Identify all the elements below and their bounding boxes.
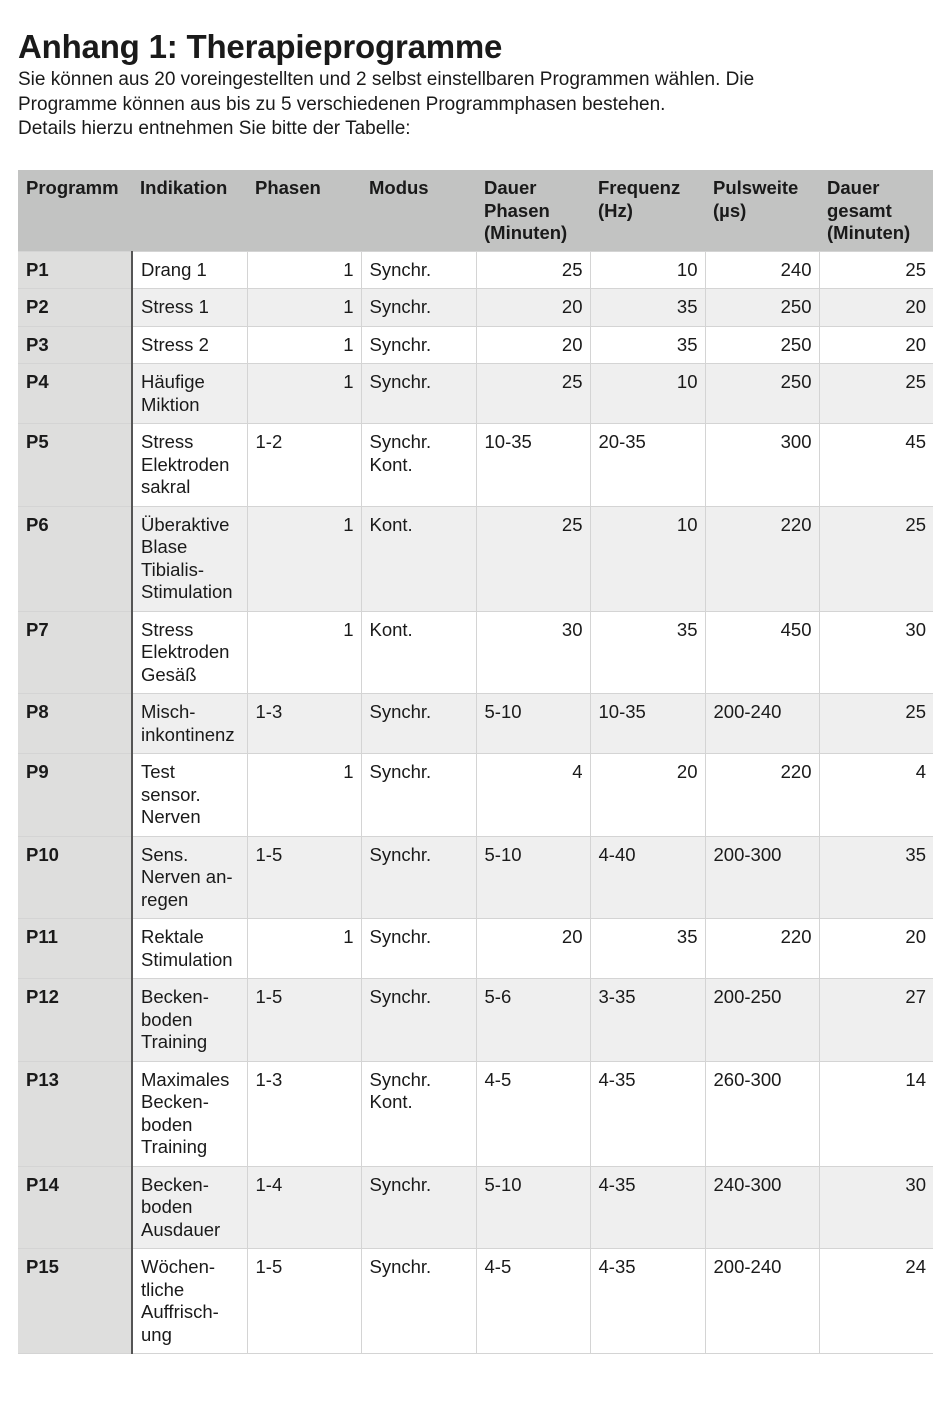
cell-indication-line: Wöchen- — [141, 1256, 216, 1277]
cell-indication-line: Nerven — [141, 806, 201, 827]
cell-program: P1 — [18, 251, 132, 289]
cell-mode-line: Synchr. — [369, 296, 432, 317]
cell-pulse-width: 240 — [705, 251, 819, 289]
cell-indication-line: tliche — [141, 1278, 185, 1300]
cell-program: P6 — [18, 506, 132, 611]
cell-duration-total: 25 — [819, 506, 933, 611]
cell-indication — [132, 364, 247, 424]
cell-indication — [132, 506, 247, 611]
cell-mode-line: Synchr. — [369, 333, 432, 355]
header-label-line: (µs) — [713, 199, 747, 221]
cell-indication-line: Überaktive — [141, 513, 230, 535]
table-row — [18, 1166, 933, 1249]
cell-indication — [132, 326, 247, 364]
header-indikation — [132, 170, 247, 251]
table-row — [18, 289, 933, 327]
cell-program: P11 — [18, 919, 132, 979]
cell-duration-total: 20 — [819, 326, 933, 364]
cell-indication-line: sakral — [141, 476, 191, 497]
cell-mode-line: Synchr. — [369, 986, 432, 1007]
cell-mode — [361, 1061, 476, 1166]
cell-program: P14 — [18, 1166, 132, 1249]
cell-indication-line: Tibialis- — [141, 558, 205, 580]
cell-program: P4 — [18, 364, 132, 424]
cell-indication-line: Sens. — [141, 843, 189, 865]
cell-indication-line: Blase — [141, 536, 188, 557]
cell-frequency: 35 — [590, 611, 705, 694]
cell-indication-line: ung — [141, 1323, 172, 1345]
cell-indication — [132, 919, 247, 979]
table-row — [18, 1249, 933, 1354]
cell-indication-line: Elektroden — [141, 641, 230, 662]
cell-indication-line: Stimulation — [141, 581, 233, 602]
cell-mode-line: Kont. — [369, 618, 413, 640]
cell-pulse-width: 200-240 — [705, 1249, 819, 1354]
table-row — [18, 919, 933, 979]
cell-indication-line: Misch- — [141, 701, 196, 722]
cell-phases: 1-5 — [247, 1249, 361, 1354]
cell-frequency: 10 — [590, 506, 705, 611]
cell-mode — [361, 289, 476, 327]
header-label-line: Dauer — [827, 177, 880, 198]
cell-duration-phases: 30 — [476, 611, 590, 694]
cell-indication-line: Miktion — [141, 393, 200, 415]
cell-phases: 1 — [247, 289, 361, 327]
cell-frequency: 4-40 — [590, 836, 705, 919]
table-row — [18, 424, 933, 507]
cell-mode — [361, 506, 476, 611]
header-label-line: Pulsweite — [713, 177, 799, 198]
cell-indication — [132, 754, 247, 837]
table-row — [18, 836, 933, 919]
cell-duration-phases: 4-5 — [476, 1249, 590, 1354]
cell-indication-line: boden — [141, 1008, 193, 1030]
cell-pulse-width: 260-300 — [705, 1061, 819, 1166]
cell-mode — [361, 754, 476, 837]
cell-frequency: 10-35 — [590, 694, 705, 754]
header-label-line: Phasen — [255, 177, 321, 198]
cell-duration-phases: 20 — [476, 326, 590, 364]
cell-indication-line: Maximales — [141, 1068, 230, 1090]
table-row — [18, 694, 933, 754]
table-body — [18, 251, 933, 1354]
header-phasen — [247, 170, 361, 251]
cell-mode-line: Synchr. — [369, 431, 432, 452]
cell-indication-line: Training — [141, 1136, 208, 1157]
header-label-line: (Hz) — [598, 199, 633, 221]
cell-program: P7 — [18, 611, 132, 694]
cell-duration-total: 4 — [819, 754, 933, 837]
cell-duration-total: 14 — [819, 1061, 933, 1166]
cell-duration-phases: 4-5 — [476, 1061, 590, 1166]
cell-indication-line: sensor. — [141, 783, 201, 805]
cell-mode-line: Kont. — [369, 453, 413, 475]
cell-mode-line: Kont. — [369, 513, 413, 535]
header-frequenz — [590, 170, 705, 251]
cell-frequency: 35 — [590, 326, 705, 364]
cell-duration-phases: 20 — [476, 289, 590, 327]
table-row — [18, 251, 933, 289]
table-row — [18, 979, 933, 1062]
page-title: Anhang 1: Therapieprogramme — [18, 28, 503, 65]
cell-indication-line: Gesäß — [141, 663, 197, 685]
cell-indication-line: Stress — [141, 431, 194, 452]
cell-duration-phases: 25 — [476, 364, 590, 424]
header-label-line: (Minuten) — [484, 222, 568, 243]
table-row — [18, 1061, 933, 1166]
table-row — [18, 326, 933, 364]
table-row — [18, 754, 933, 837]
header-dauer-gesamt — [819, 170, 933, 251]
cell-indication — [132, 694, 247, 754]
table-row — [18, 364, 933, 424]
cell-mode-line: Synchr. — [369, 761, 432, 782]
cell-indication — [132, 611, 247, 694]
cell-program: P8 — [18, 694, 132, 754]
cell-indication-line: Häufige — [141, 371, 205, 392]
cell-pulse-width: 250 — [705, 326, 819, 364]
cell-duration-total: 27 — [819, 979, 933, 1062]
cell-duration-total: 20 — [819, 919, 933, 979]
cell-indication — [132, 1166, 247, 1249]
cell-pulse-width: 200-240 — [705, 694, 819, 754]
cell-mode — [361, 611, 476, 694]
cell-duration-phases: 5-10 — [476, 694, 590, 754]
cell-program: P10 — [18, 836, 132, 919]
cell-pulse-width: 300 — [705, 424, 819, 507]
cell-duration-total: 45 — [819, 424, 933, 507]
cell-indication-line: Becken- — [141, 986, 209, 1007]
cell-pulse-width: 220 — [705, 754, 819, 837]
cell-indication-line: Stress 2 — [141, 333, 209, 355]
intro-line: Details hierzu entnehmen Sie bitte der Tabelle: — [18, 118, 411, 139]
cell-indication-line: Stimulation — [141, 948, 233, 970]
cell-phases: 1 — [247, 251, 361, 289]
cell-indication-line: inkontinenz — [141, 723, 235, 745]
cell-indication-line: Becken- — [141, 1173, 209, 1195]
cell-mode — [361, 424, 476, 507]
cell-indication-line: regen — [141, 888, 189, 910]
cell-indication-line: boden — [141, 1113, 193, 1135]
cell-duration-phases: 10-35 — [476, 424, 590, 507]
cell-program: P13 — [18, 1061, 132, 1166]
cell-duration-phases: 25 — [476, 251, 590, 289]
cell-frequency: 10 — [590, 251, 705, 289]
cell-program: P12 — [18, 979, 132, 1062]
cell-pulse-width: 250 — [705, 364, 819, 424]
cell-duration-total: 25 — [819, 251, 933, 289]
header-label-line: Programm — [26, 177, 119, 198]
cell-pulse-width: 220 — [705, 506, 819, 611]
cell-mode — [361, 251, 476, 289]
cell-pulse-width: 250 — [705, 289, 819, 327]
header-modus — [361, 170, 476, 251]
cell-mode — [361, 1166, 476, 1249]
cell-frequency: 4-35 — [590, 1249, 705, 1354]
cell-phases: 1-2 — [247, 424, 361, 507]
cell-duration-total: 30 — [819, 611, 933, 694]
cell-indication-line: Stress 1 — [141, 296, 209, 317]
cell-mode-line: Synchr. — [369, 1256, 432, 1277]
cell-phases: 1-5 — [247, 836, 361, 919]
cell-duration-total: 25 — [819, 694, 933, 754]
cell-indication-line: Rektale — [141, 926, 204, 947]
cell-duration-total: 25 — [819, 364, 933, 424]
cell-phases: 1 — [247, 611, 361, 694]
cell-frequency: 3-35 — [590, 979, 705, 1062]
intro-line: Programme können aus bis zu 5 verschiedenen Programmphasen bestehen. — [18, 93, 666, 115]
table-row — [18, 611, 933, 694]
cell-indication-line: Auffrisch- — [141, 1301, 219, 1322]
cell-mode-line: Synchr. — [369, 701, 432, 722]
cell-duration-total: 35 — [819, 836, 933, 919]
cell-mode — [361, 694, 476, 754]
cell-frequency: 20-35 — [590, 424, 705, 507]
cell-indication — [132, 424, 247, 507]
cell-phases: 1-5 — [247, 979, 361, 1062]
cell-pulse-width: 200-250 — [705, 979, 819, 1062]
cell-program: P5 — [18, 424, 132, 507]
cell-mode-line: Synchr. — [369, 926, 432, 947]
header-programm — [18, 170, 132, 251]
header-label-line: Frequenz — [598, 177, 681, 198]
cell-duration-phases: 20 — [476, 919, 590, 979]
cell-program: P15 — [18, 1249, 132, 1354]
cell-indication — [132, 1061, 247, 1166]
header-label-line: Modus — [369, 177, 429, 198]
cell-indication-line: Test — [141, 761, 175, 782]
cell-mode-line: Synchr. — [369, 1173, 432, 1195]
cell-indication — [132, 979, 247, 1062]
cell-indication-line: Stress — [141, 618, 194, 640]
cell-frequency: 10 — [590, 364, 705, 424]
cell-duration-phases: 5-10 — [476, 1166, 590, 1249]
cell-duration-phases: 5-6 — [476, 979, 590, 1062]
cell-indication — [132, 251, 247, 289]
cell-phases: 1 — [247, 364, 361, 424]
cell-phases: 1-3 — [247, 1061, 361, 1166]
cell-phases: 1 — [247, 754, 361, 837]
cell-indication-line: Drang 1 — [141, 258, 207, 280]
cell-frequency: 4-35 — [590, 1166, 705, 1249]
table-header-row — [18, 170, 933, 251]
cell-indication-line: Becken- — [141, 1091, 209, 1112]
cell-frequency: 35 — [590, 289, 705, 327]
intro-paragraph — [18, 68, 754, 142]
cell-program: P2 — [18, 289, 132, 327]
header-label-line: gesamt — [827, 199, 892, 221]
intro-line: Sie können aus 20 voreingestellten und 2 selbst einstellbaren Programmen wählen. Die — [18, 69, 755, 90]
cell-mode — [361, 979, 476, 1062]
cell-duration-phases: 5-10 — [476, 836, 590, 919]
therapy-programs-table — [18, 170, 933, 1354]
cell-mode-line: Kont. — [369, 1091, 413, 1112]
cell-indication-line: Ausdauer — [141, 1218, 221, 1240]
cell-mode — [361, 364, 476, 424]
cell-indication-line: Training — [141, 1031, 208, 1052]
cell-indication-line: boden — [141, 1196, 193, 1217]
cell-mode-line: Synchr. — [369, 843, 432, 865]
cell-indication — [132, 836, 247, 919]
cell-mode-line: Synchr. — [369, 258, 432, 280]
cell-mode — [361, 836, 476, 919]
cell-indication-line: Elektroden — [141, 453, 230, 475]
cell-phases: 1 — [247, 919, 361, 979]
cell-phases: 1 — [247, 506, 361, 611]
cell-duration-phases: 25 — [476, 506, 590, 611]
cell-duration-total: 20 — [819, 289, 933, 327]
cell-program: P3 — [18, 326, 132, 364]
cell-mode — [361, 326, 476, 364]
cell-duration-total: 24 — [819, 1249, 933, 1354]
cell-mode-line: Synchr. — [369, 371, 432, 392]
header-pulsweite — [705, 170, 819, 251]
header-label-line: (Minuten) — [827, 222, 911, 243]
cell-frequency: 35 — [590, 919, 705, 979]
cell-program: P9 — [18, 754, 132, 837]
cell-phases: 1-4 — [247, 1166, 361, 1249]
cell-frequency: 20 — [590, 754, 705, 837]
cell-indication-line: Nerven an- — [141, 866, 233, 887]
cell-pulse-width: 240-300 — [705, 1166, 819, 1249]
cell-duration-phases: 4 — [476, 754, 590, 837]
header-label-line: Phasen — [484, 199, 550, 221]
cell-frequency: 4-35 — [590, 1061, 705, 1166]
cell-phases: 1-3 — [247, 694, 361, 754]
cell-phases: 1 — [247, 326, 361, 364]
cell-duration-total: 30 — [819, 1166, 933, 1249]
header-label-line: Indikation — [140, 177, 228, 198]
header-label-line: Dauer — [484, 177, 537, 198]
cell-mode — [361, 919, 476, 979]
cell-pulse-width: 220 — [705, 919, 819, 979]
cell-pulse-width: 450 — [705, 611, 819, 694]
header-dauer-phasen — [476, 170, 590, 251]
cell-indication — [132, 1249, 247, 1354]
table-row — [18, 506, 933, 611]
cell-mode — [361, 1249, 476, 1354]
cell-pulse-width: 200-300 — [705, 836, 819, 919]
cell-mode-line: Synchr. — [369, 1068, 432, 1090]
cell-indication — [132, 289, 247, 327]
